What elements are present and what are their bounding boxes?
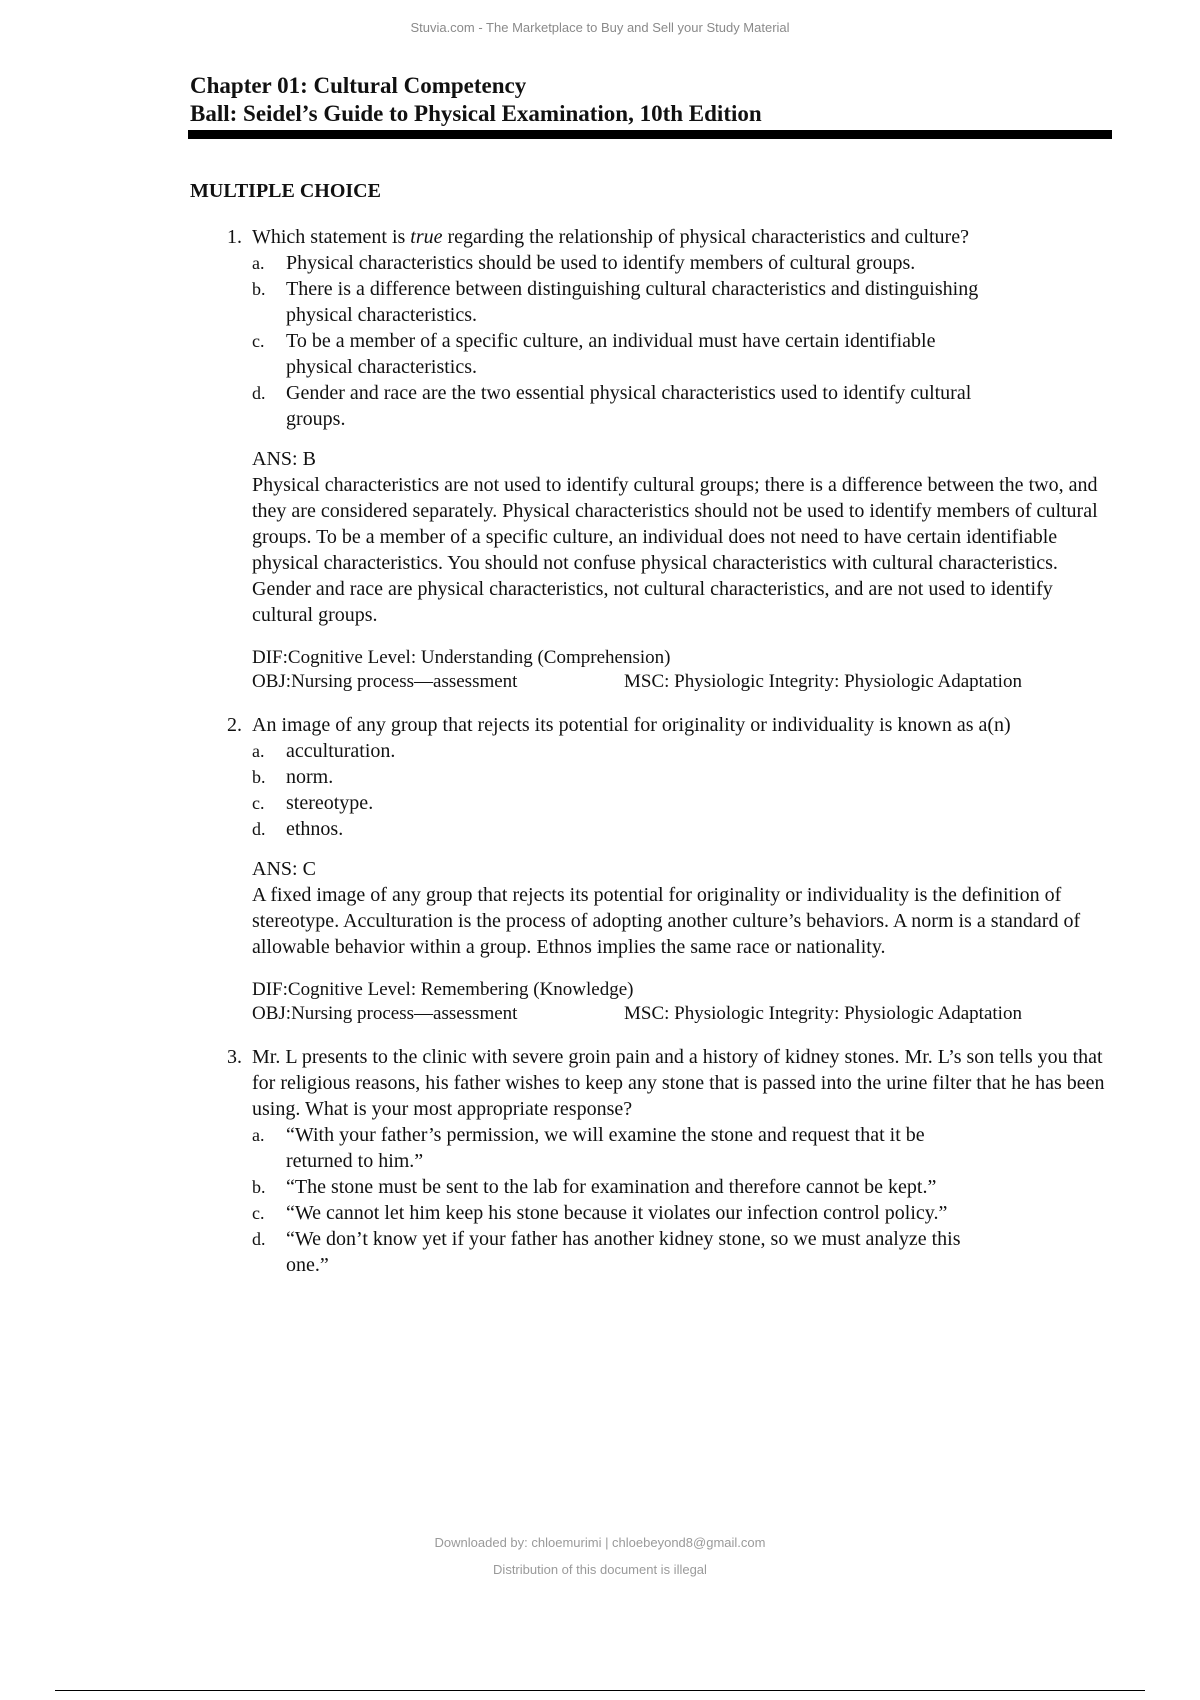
document-content [190,178,1110,1296]
msc: MSC: Physiologic Integrity: Physiologic Adaptation [624,671,1022,692]
chapter-title: Chapter 01: Cultural Competency [190,73,527,98]
answer-options [252,1122,992,1278]
question-stem: Mr. L presents to the clinic with severe groin pain and a history of kidney stones. Mr. L’s son tells you that for religious reasons, his father wishes to keep any stone that is passed into the urine filter that he has been using. What is your most appropriate response? [252,1046,1105,1120]
question-stem: Which statement is true regarding the relationship of physical characteristics and culture? [252,226,969,248]
question-3 [190,1044,1110,1278]
downloaded-by: Downloaded by: chloemurimi | chloebeyond8@gmail.com [434,1535,766,1550]
bottom-rule [55,1690,1145,1691]
option-b: b. There is a difference between distinguishing cultural characteristics and distinguishing physical characteristics. [252,278,979,326]
section-title: MULTIPLE CHOICE [190,180,381,202]
distribution-notice: Distribution of this document is illegal [493,1562,707,1577]
question-1 [190,224,1110,694]
option-c: c. To be a member of a specific culture, an individual must have certain identifiable physical characteristics. [252,330,936,378]
question-number: 3. [227,1046,242,1068]
option-c: c. “We cannot let him keep his stone because it violates our infection control policy.” [252,1202,948,1224]
option-a: a. “With your father’s permission, we will examine the stone and request that it be returned to him.” [252,1124,925,1172]
rationale: Physical characteristics are not used to identify cultural groups; there is a difference between the two, and they are considered separately. Physical characteristics should not be used to identify members of cultural groups. To be a member of a specific culture, an individual does not need to have certain identifiable physical characteristics. You should not confuse physical characteristics with cultural characteristics. Gender and race are physical characteristics, not cultural characteristics, and are not used to identify cultural groups. [252,474,1098,626]
option-d: d. Gender and race are the two essential physical characteristics used to identify cultural groups. [252,382,972,430]
answer-key: ANS: C [252,858,316,880]
answer-key: ANS: B [252,448,316,470]
rationale: A fixed image of any group that rejects its potential for originality or individuality is the definition of stereotype. Acculturation is the process of adopting another culture’s behaviors. A norm is a standard of allowable behavior within a group. Ethnos implies the same race or nationality. [252,884,1081,958]
option-a: a. acculturation. [252,740,396,762]
stuvia-banner: Stuvia.com - The Marketplace to Buy and Sell your Study Material [410,20,790,35]
question-number: 2. [227,714,242,736]
msc: MSC: Physiologic Integrity: Physiologic Adaptation [624,1003,1022,1024]
objective: OBJ:Nursing process—assessment [252,1003,518,1024]
question-stem: An image of any group that rejects its potential for originality or individuality is known as a(n) [252,714,1011,736]
question-number: 1. [227,226,242,248]
document-header [190,72,1110,128]
question-2 [190,712,1110,1026]
book-title: Ball: Seidel’s Guide to Physical Examination, 10th Edition [190,101,762,126]
difficulty: DIF:Cognitive Level: Remembering (Knowledge) [252,979,634,1000]
answer-options [252,738,1110,842]
option-b: b. norm. [252,766,334,788]
difficulty: DIF:Cognitive Level: Understanding (Comprehension) [252,647,671,668]
answer-options [252,250,992,432]
header-rule [188,130,1112,139]
option-c: c. stereotype. [252,792,374,814]
stem-emphasis: true [410,226,443,248]
question-meta [252,646,1110,694]
option-d: d. ethnos. [252,818,344,840]
option-d: d. “We don’t know yet if your father has another kidney stone, so we must analyze this one.” [252,1228,961,1276]
option-a: a. Physical characteristics should be used to identify members of cultural groups. [252,252,916,274]
option-b: b. “The stone must be sent to the lab for examination and therefore cannot be kept.” [252,1176,937,1198]
question-meta [252,978,1110,1026]
objective: OBJ:Nursing process—assessment [252,671,518,692]
